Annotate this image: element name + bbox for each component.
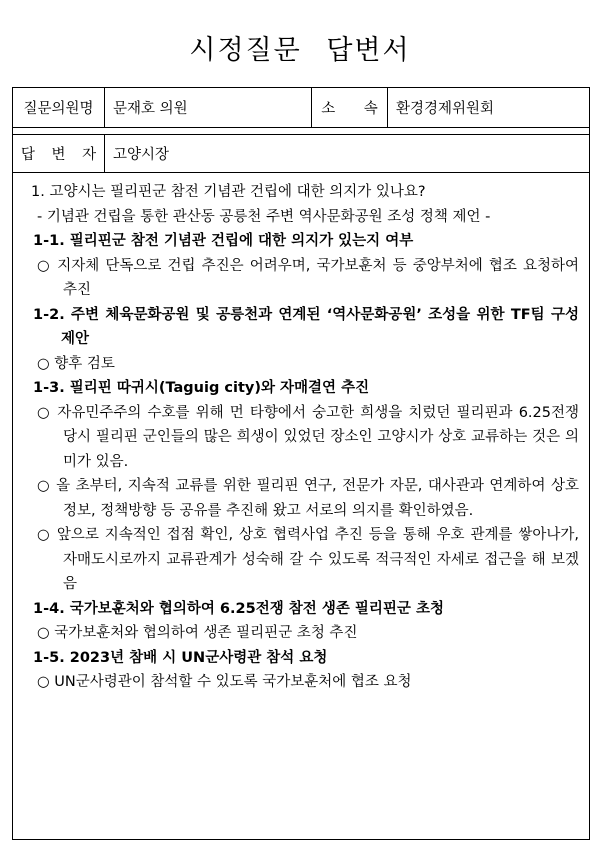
section-heading-1-1: 1-1. 필리핀군 참전 기념관 건립에 대한 의지가 있는지 여부 [33,233,414,249]
answerer-label: 답 변 자 [13,135,105,172]
committee-name: 환경경제위원회 [396,101,495,117]
questioner-row [13,88,589,128]
question-subtitle: - 기념관 건립을 통한 관산동 공릉천 주변 역사문화공원 조성 정책 제언 - [37,208,491,225]
answer-bullet: ○ 향후 검토 [37,355,115,372]
section-heading-1-4: 1-4. 국가보훈처와 협의하여 6.25전쟁 참전 생존 필리핀군 초청 [33,600,444,617]
question-main: 1. 고양시는 필리핀군 참전 기념관 건립에 대한 의지가 있나요? [31,184,426,200]
affiliation-label: 소 속 [312,88,388,127]
answerer-row [13,134,589,173]
answer-bullet: ○ 지자체 단독으로 건립 추진은 어려우며, 국가보훈처 등 중앙부처에 협조 요청하여 추진 [37,257,579,298]
section-heading-1-5: 1-5. 2023년 참배 시 UN군사령관 참석 요청 [33,649,328,666]
document-title: 시정질문 답변서 [189,35,411,66]
answer-bullet: ○ 국가보훈처와 협의하여 생존 필리핀군 초청 추진 [37,625,358,641]
answer-bullet: ○ 자유민주주의 수호를 위해 먼 타향에서 숭고한 희생을 치렀던 필리핀과 6.25전쟁 당시 필리핀 군인들의 많은 희생이 있었던 장소인 고양시가 상호 교류하는 것은 의미가 있음. [37,404,579,470]
answerer-name: 고양시장 [113,147,170,163]
section-heading-1-3: 1-3. 필리핀 따귀시(Taguig city)와 자매결연 추진 [33,380,370,396]
section-heading-1-2: 1-2. 주변 체육문화공원 및 공릉천과 연계된 ‘역사문화공원’ 조성을 위한 TF팀 구성 제안 [33,306,579,347]
answer-bullet: ○ 올 초부터, 지속적 교류를 위한 필리핀 연구, 전문가 자문, 대사관과 연계하여 상호 정보, 정책방향 등 공유를 추진해 왔고 서로의 의지를 확인하였음. [37,478,579,519]
answer-bullet: ○ 앞으로 지속적인 접점 확인, 상호 협력사업 추진 등을 통해 우호 관계를 쌓아나가, 자매도시로까지 교류관계가 성숙해 갈 수 있도록 적극적인 자세로 접근을 해 보겠음 [37,527,579,592]
answer-body [13,180,589,695]
answer-bullet: ○ UN군사령관이 참석할 수 있도록 국가보훈처에 협조 요청 [37,674,412,690]
questioner-name: 문재호 의원 [105,88,312,127]
questioner-label: 질문의원명 [13,88,105,127]
answer-form [12,87,590,840]
